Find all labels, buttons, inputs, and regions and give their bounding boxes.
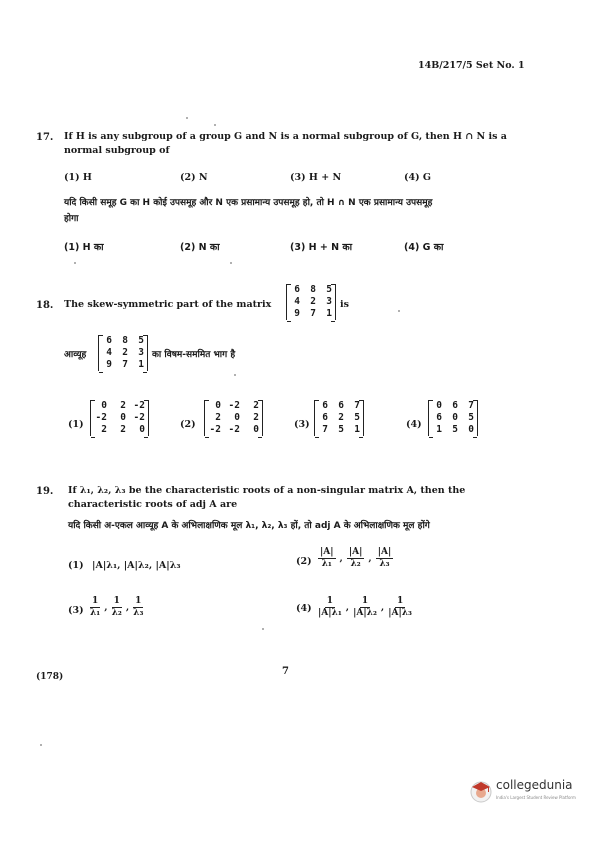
matrix-cell: 6 <box>294 284 300 295</box>
matrix-cell: 6 <box>322 400 328 411</box>
question-17-text-line1: If H is any subgroup of a group G and N is a normal subgroup of G, then H ∩ N is a <box>64 131 507 142</box>
set-code: 14B/217/5 Set No. 1 <box>418 60 525 71</box>
fraction: $\frac{1}{\text{|A|λ₃}}$ <box>388 596 413 618</box>
question-18-suffix: is <box>340 299 349 310</box>
question-17-option-3: (3) H + N <box>290 172 342 183</box>
matrix-cell: 2 <box>101 424 107 435</box>
matrix-cell: 0 <box>452 412 458 423</box>
matrix-cell: 2 <box>310 296 316 307</box>
question-18-option-1-matrix <box>90 400 149 436</box>
question-18-hindi-suffix: का विषम-सममित भाग है <box>152 350 236 360</box>
question-17-hindi-line1: यदि किसी समूह G का H कोई उपसमूह और N एक प्रसामान्य उपसमूह हो, तो H ∩ N एक प्रसामान्य उपसमूह <box>64 198 433 208</box>
watermark-tagline: India's Largest Student Review Platform <box>496 795 576 800</box>
page-number: 7 <box>282 666 289 677</box>
question-18-option-3-matrix <box>314 400 364 436</box>
scan-speck <box>214 124 216 126</box>
question-18-option-4-matrix <box>428 400 478 436</box>
question-17-option-1: (1) H <box>64 172 92 183</box>
matrix-cell: 7 <box>122 359 128 370</box>
matrix-cell: 7 <box>310 308 316 319</box>
matrix-cell: 2 <box>215 412 221 423</box>
question-18-option-2-matrix <box>204 400 263 436</box>
scan-speck <box>230 262 232 264</box>
matrix-cell: 6 <box>322 412 328 423</box>
matrix-cell: 2 <box>338 412 344 423</box>
matrix-cell: 5 <box>452 424 458 435</box>
matrix-cell: -2 <box>133 412 145 423</box>
matrix-cell: 6 <box>106 335 112 346</box>
fraction: $\frac{1}{\text{λ₃}}$ <box>133 596 144 618</box>
matrix-cell: -2 <box>228 400 240 411</box>
matrix-cell: 1 <box>138 359 144 370</box>
matrix-cell: 8 <box>122 335 128 346</box>
question-19-option-2-label: (2) <box>296 556 312 567</box>
question-18-option-2-label: (2) <box>180 419 196 430</box>
matrix-cell: 9 <box>106 359 112 370</box>
question-18-hindi-prefix: आव्यूह <box>64 350 87 360</box>
question-19-text-line1: If λ₁, λ₂, λ₃ be the characteristic roots of a non-singular matrix A, then the <box>68 485 466 496</box>
question-18-option-4-label: (4) <box>406 419 422 430</box>
question-18-option-1-label: (1) <box>68 419 84 430</box>
matrix-cell: 1 <box>326 308 332 319</box>
matrix-cell: 5 <box>326 284 332 295</box>
matrix-cell: 0 <box>436 400 442 411</box>
footer-code: (178) <box>36 672 64 682</box>
fraction: $\frac{1}{\text{λ₂}}$ <box>111 596 122 618</box>
matrix-cell: 9 <box>294 308 300 319</box>
scan-speck <box>234 374 236 376</box>
question-18-matrix <box>286 284 336 320</box>
matrix-cell: -2 <box>133 400 145 411</box>
watermark-name: collegedunia <box>496 778 573 792</box>
scan-speck <box>262 628 264 630</box>
matrix-cell: 2 <box>120 424 126 435</box>
matrix-cell: 5 <box>338 424 344 435</box>
matrix-cell: 5 <box>468 412 474 423</box>
matrix-cell: -2 <box>209 424 221 435</box>
matrix-cell: 0 <box>253 424 259 435</box>
question-19-option-4-label: (4) <box>296 603 312 614</box>
matrix-cell: 0 <box>468 424 474 435</box>
question-19-option-1-text: |A|λ₁, |A|λ₂, |A|λ₃ <box>92 560 181 571</box>
matrix-cell: 5 <box>354 412 360 423</box>
question-19-option-3-fractions: $\frac{1}{\text{λ₁}}$ , $\frac{1}{\text{λ₂}}$ , $\frac{1}{\text{λ₃}}$ <box>90 596 144 618</box>
matrix-cell: 0 <box>139 424 145 435</box>
fraction: $\frac{|A|}{\text{λ₃}}$ <box>377 547 392 569</box>
question-18-hindi-matrix <box>98 335 148 371</box>
matrix-cell: 0 <box>101 400 107 411</box>
matrix-cell: 2 <box>253 412 259 423</box>
fraction: $\frac{1}{\text{|A|λ₂}}$ <box>353 596 377 618</box>
matrix-cell: 2 <box>253 400 259 411</box>
question-17-option-2: (2) N <box>180 172 208 183</box>
matrix-cell: 3 <box>326 296 332 307</box>
matrix-cell: 3 <box>138 347 144 358</box>
question-17-number: 17. <box>36 132 54 143</box>
matrix-cell: -2 <box>95 412 107 423</box>
scan-speck <box>186 117 188 119</box>
matrix-cell: 4 <box>294 296 300 307</box>
matrix-cell: 2 <box>122 347 128 358</box>
matrix-cell: 6 <box>436 412 442 423</box>
question-18-text: The skew-symmetric part of the matrix <box>64 299 272 310</box>
fraction: $\frac{1}{\text{λ₁}}$ <box>90 596 101 618</box>
question-18-option-3-label: (3) <box>294 419 310 430</box>
scan-speck <box>74 262 76 264</box>
question-17-hindi-option-3: (3) H + N का <box>290 242 353 253</box>
matrix-cell: 0 <box>215 400 221 411</box>
question-19-option-4-fractions: $\frac{1}{\text{|A|λ₁}}$ , $\frac{1}{\text{|A|λ₂}}$ , $\frac{1}{\text{|A|λ₃}}$ <box>318 596 413 618</box>
scan-speck <box>398 310 400 312</box>
matrix-cell: 7 <box>468 400 474 411</box>
matrix-cell: 6 <box>452 400 458 411</box>
question-18-number: 18. <box>36 300 54 311</box>
fraction: $\frac{|A|}{\text{λ₁}}$ <box>320 547 334 569</box>
question-19-text-line2: characteristic roots of adj A are <box>68 499 238 510</box>
matrix-cell: 1 <box>354 424 360 435</box>
matrix-cell: 6 <box>338 400 344 411</box>
collegedunia-watermark <box>468 776 578 810</box>
question-17-hindi-option-2: (2) N का <box>180 242 220 253</box>
question-17-text-line2: normal subgroup of <box>64 145 170 156</box>
matrix-cell: 7 <box>322 424 328 435</box>
question-17-hindi-option-4: (4) G का <box>404 242 444 253</box>
collegedunia-logo-icon <box>468 778 494 804</box>
question-19-option-3-label: (3) <box>68 605 84 616</box>
question-19-hindi-text: यदि किसी अ-एकल आव्यूह A के अभिलाक्षणिक मूल λ₁, λ₂, λ₃ हों, तो adj A के अभिलाक्षणिक मूल होंगे <box>68 521 430 531</box>
question-17-option-4: (4) G <box>404 172 432 183</box>
question-19-option-2-fractions: $\frac{|A|}{\text{λ₁}}$ , $\frac{|A|}{\text{λ₂}}$ , $\frac{|A|}{\text{λ₃}}$ <box>320 547 392 569</box>
fraction: $\frac{1}{\text{|A|λ₁}}$ <box>318 596 342 618</box>
matrix-cell: 0 <box>120 412 126 423</box>
matrix-cell: 4 <box>106 347 112 358</box>
fraction: $\frac{|A|}{\text{λ₂}}$ <box>348 547 363 569</box>
question-17-hindi-option-1: (1) H का <box>64 242 104 253</box>
matrix-cell: 1 <box>436 424 442 435</box>
matrix-cell: 0 <box>234 412 240 423</box>
question-19-option-1-label: (1) <box>68 560 84 571</box>
question-17-hindi-line2: होगा <box>64 214 79 224</box>
scan-speck <box>40 744 42 746</box>
matrix-cell: 2 <box>120 400 126 411</box>
matrix-cell: 8 <box>310 284 316 295</box>
question-19-number: 19. <box>36 486 54 497</box>
matrix-cell: -2 <box>228 424 240 435</box>
matrix-cell: 7 <box>354 400 360 411</box>
matrix-cell: 5 <box>138 335 144 346</box>
